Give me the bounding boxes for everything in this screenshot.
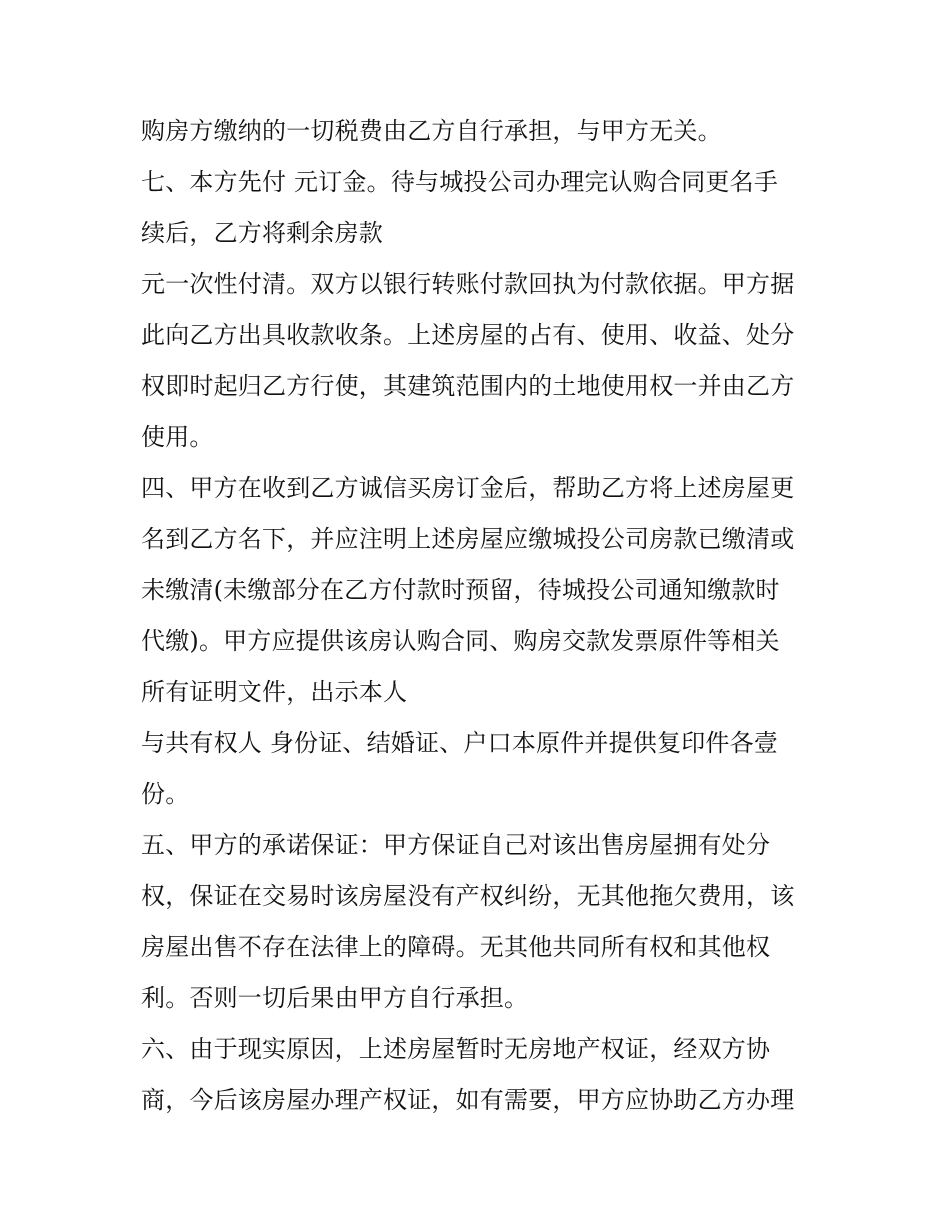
text-line: 六、由于现实原因，上述房屋暂时无房地产权证，经双方协 xyxy=(141,1035,771,1063)
text-line: 使用。 xyxy=(141,423,214,451)
text-line: 份。 xyxy=(141,780,190,808)
text-line: 房屋出售不存在法律上的障碍。无其他共同所有权和其他权 xyxy=(141,933,771,961)
text-line: 所有证明文件，出示本人 xyxy=(141,678,408,706)
text-line: 权即时起归乙方行使，其建筑范围内的土地使用权一并由乙方 xyxy=(141,372,795,400)
text-line: 名到乙方名下，并应注明上述房屋应缴城投公司房款已缴清或 xyxy=(141,525,795,553)
text-line: 四、甲方在收到乙方诚信买房订金后，帮助乙方将上述房屋更 xyxy=(141,474,795,502)
text-line: 七、本方先付 元订金。待与城投公司办理完认购合同更名手 xyxy=(141,168,779,196)
text-line: 此向乙方出具收款收条。上述房屋的占有、使用、收益、处分 xyxy=(141,321,795,349)
text-line: 未缴清(未缴部分在乙方付款时预留，待城投公司通知缴款时 xyxy=(141,576,780,604)
text-line: 代缴)。甲方应提供该房认购合同、购房交款发票原件等相关 xyxy=(141,627,780,655)
text-line: 利。否则一切后果由甲方自行承担。 xyxy=(141,984,529,1012)
contract-text-body xyxy=(141,106,821,1126)
text-line: 续后，乙方将剩余房款 xyxy=(141,219,383,247)
text-line: 权，保证在交易时该房屋没有产权纠纷，无其他拖欠费用，该 xyxy=(141,882,795,910)
text-line: 元一次性付清。双方以银行转账付款回执为付款依据。甲方据 xyxy=(141,270,795,298)
text-line: 商，今后该房屋办理产权证，如有需要，甲方应协助乙方办理 xyxy=(141,1086,795,1114)
text-line: 与共有权人 身份证、结婚证、户口本原件并提供复印件各壹 xyxy=(141,729,779,757)
text-line: 五、甲方的承诺保证：甲方保证自己对该出售房屋拥有处分 xyxy=(141,831,771,859)
text-line: 购房方缴纳的一切税费由乙方自行承担，与甲方无关。 xyxy=(141,117,722,145)
